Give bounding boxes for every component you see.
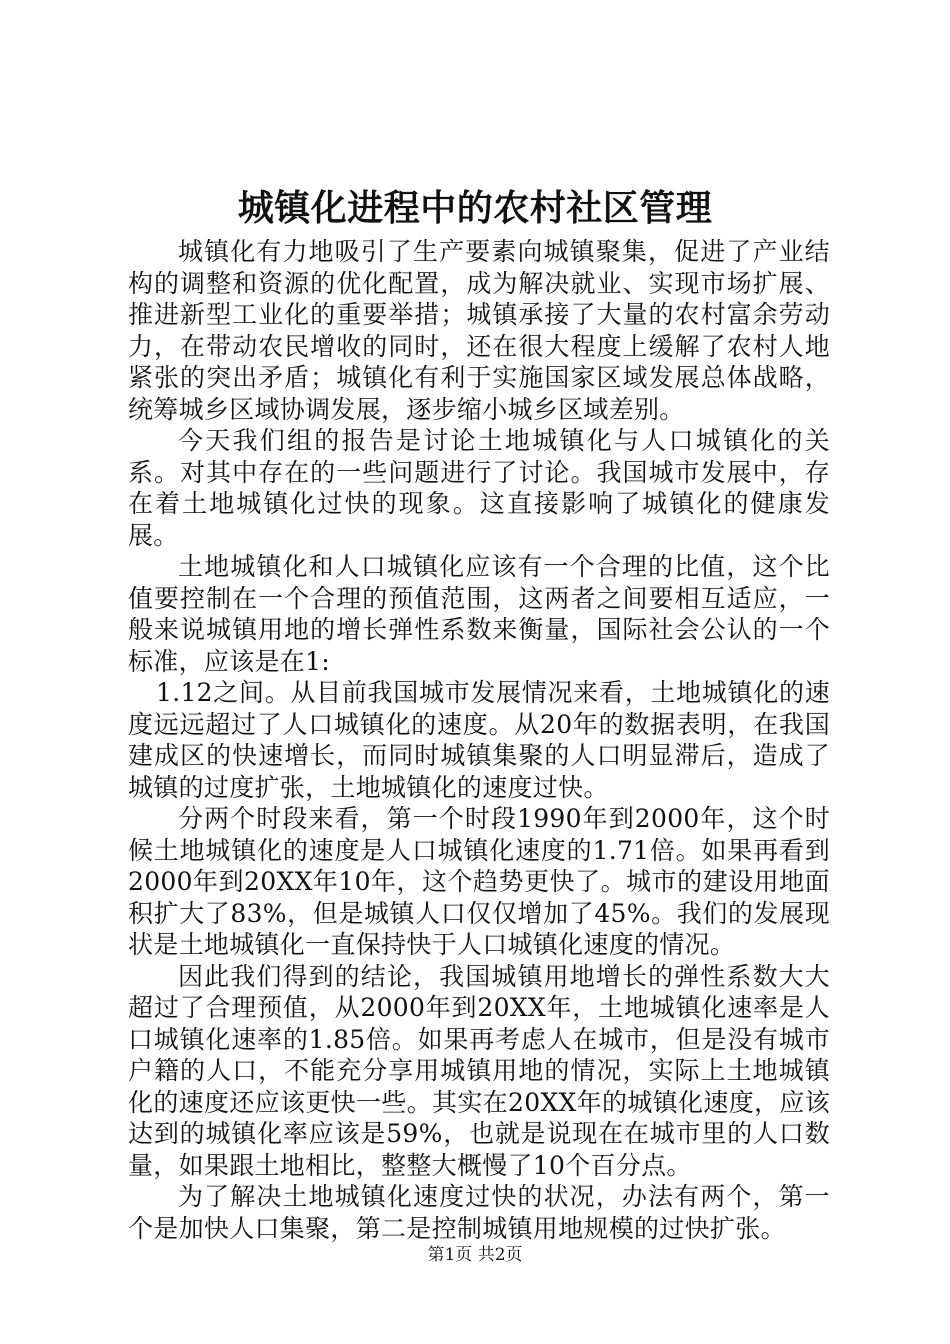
paragraph-7: 为了解决土地城镇化速度过快的状况，办法有两个，第一个是加快人口集聚，第二是控制城镇用地规模的过快扩张。 [128, 1182, 830, 1243]
paragraph-5: 分两个时段来看，第一个时段1990年到2000年，这个时候土地城镇化的速度是人口城镇化速度的1.71倍。如果再看到2000年到20XX年10年，这个趋势更快了。城市的建设用地面积扩大了83%，但是城镇人口仅仅增加了45%。我们的发展现状是土地城镇化一直保持快于人口城镇化速度的情况。 [128, 804, 830, 959]
document-title: 城镇化进程中的农村社区管理 [237, 187, 713, 229]
page-number-footer: 第1页 共2页 [427, 1245, 523, 1265]
paragraph-3: 土地城镇化和人口城镇化应该有一个合理的比值，这个比值要控制在一个合理的预值范围，这两者之间要相互适应，一般来说城镇用地的增长弹性系数来衡量，国际社会公认的一个标准，应该是在1: [128, 552, 830, 676]
paragraph-1: 城镇化有力地吸引了生产要素向城镇聚集，促进了产业结构的调整和资源的优化配置，成为解决就业、实现市场扩展、推进新型工业化的重要举措；城镇承接了大量的农村富余劳动力，在带动农民增收的同时，还在很大程度上缓解了农村人地紧张的突出矛盾；城镇化有利于实施国家区域发展总体战略，统筹城乡区域协调发展，逐步缩小城乡区域差别。 [128, 237, 830, 424]
document-body [128, 236, 830, 1244]
paragraph-6: 因此我们得到的结论，我国城镇用地增长的弹性系数大大超过了合理预值，从2000年到20XX年，土地城镇化速率是人口城镇化速率的1.85倍。如果再考虑人在城市，但是没有城市户籍的人口，不能充分享用城镇用地的情况，实际上土地城镇化的速度还应该更快一些。其实在20XX年的城镇化速度，应该达到的城镇化率应该是59%，也就是说现在在城市里的人口数量，如果跟土地相比，整整大概慢了10个百分点。 [128, 961, 830, 1180]
paragraph-4: 1.12之间。从目前我国城市发展情况来看，土地城镇化的速度远远超过了人口城镇化的速度。从20年的数据表明，在我国建成区的快速增长，而同时城镇集聚的人口明显滞后，造成了城镇的过度扩张，土地城镇化的速度过快。 [128, 678, 830, 802]
paragraph-2: 今天我们组的报告是讨论土地城镇化与人口城镇化的关系。对其中存在的一些问题进行了讨论。我国城市发展中，存在着土地城镇化过快的现象。这直接影响了城镇化的健康发展。 [128, 426, 830, 550]
